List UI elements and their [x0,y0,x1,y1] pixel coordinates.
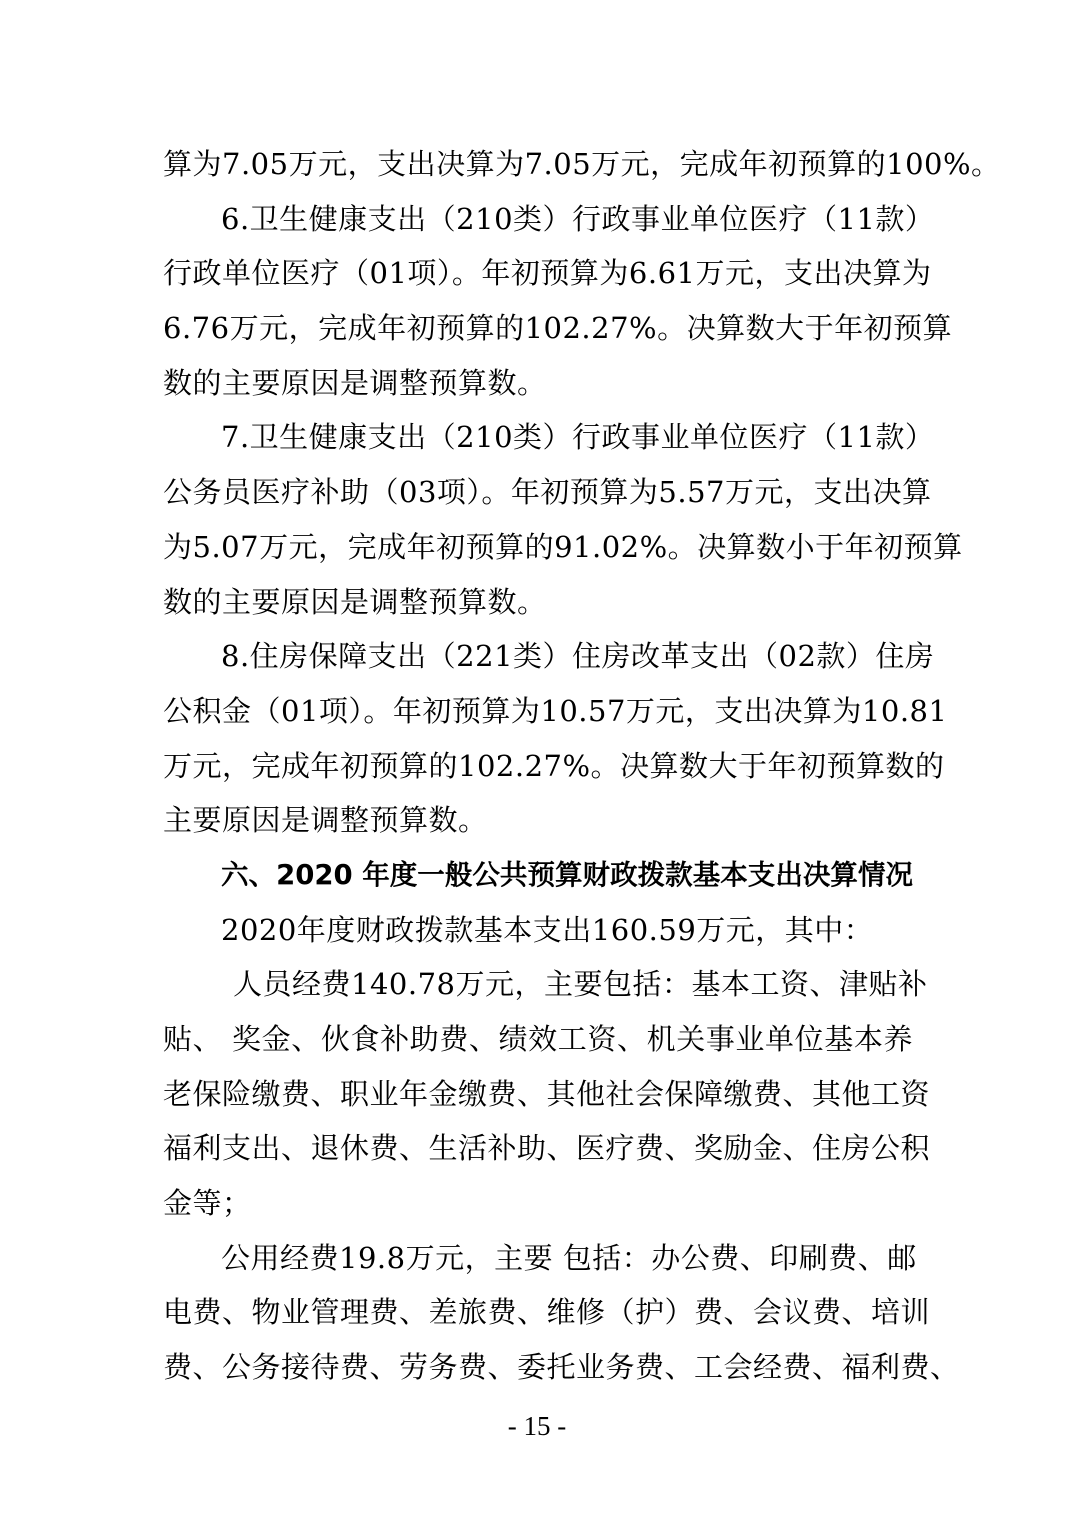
text-line: 行政单位医疗（01项）。年初预算为6.61万元，支出决算为 [163,256,932,291]
text-line: 8.住房保障支出（221类）住房改革支出（02款）住房 [221,639,935,674]
text-line: 人员经费140.78万元，主要包括：基本工资、津贴补 [233,967,928,1002]
text-line: 主要原因是调整预算数。 [163,803,488,838]
text-line: 老保险缴费、职业年金缴费、其他社会保障缴费、其他工资 [163,1076,931,1111]
text-line: 公务员医疗补助（03项）。年初预算为5.57万元，支出决算 [163,475,932,510]
text-line: 金等； [163,1186,252,1221]
section-heading: 六、2020 年度一般公共预算财政拨款基本支出决算情况 [221,858,913,891]
page-number: - 15 - [507,1411,567,1441]
text-line: 公积金（01项）。年初预算为10.57万元，支出决算为10.81 [163,693,948,728]
text-line: 数的主要原因是调整预算数。 [163,365,547,400]
text-line: 贴、 奖金、伙食补助费、绩效工资、机关事业单位基本养 [163,1022,913,1056]
text-line: 6.76万元，完成年初预算的102.27%。决算数大于年初预算 [163,311,953,346]
text-line: 算为7.05万元，支出决算为7.05万元，完成年初预算的100%。 [163,147,1001,181]
text-line: 万元，完成年初预算的102.27%。决算数大于年初预算数的 [163,748,945,783]
text-line: 费、公务接待费、劳务费、委托业务费、工会经费、福利费、 [163,1350,960,1385]
text-line: 数的主要原因是调整预算数。 [163,584,547,619]
body-text [163,137,1001,1395]
text-line: 为5.07万元，完成年初预算的91.02%。决算数小于年初预算 [163,529,963,564]
text-line: 福利支出、退休费、生活补助、医疗费、奖励金、住房公积 [163,1131,931,1166]
text-line: 2020年度财政拨款基本支出160.59万元，其中： [221,912,874,947]
text-line: 公用经费19.8万元，主要 包括：办公费、印刷费、邮 [221,1240,917,1275]
text-line: 6.卫生健康支出（210类）行政事业单位医疗（11款） [221,201,935,236]
text-line: 7.卫生健康支出（210类）行政事业单位医疗（11款） [221,420,935,455]
text-line: 电费、物业管理费、差旅费、维修（护）费、会议费、培训 [163,1295,931,1330]
